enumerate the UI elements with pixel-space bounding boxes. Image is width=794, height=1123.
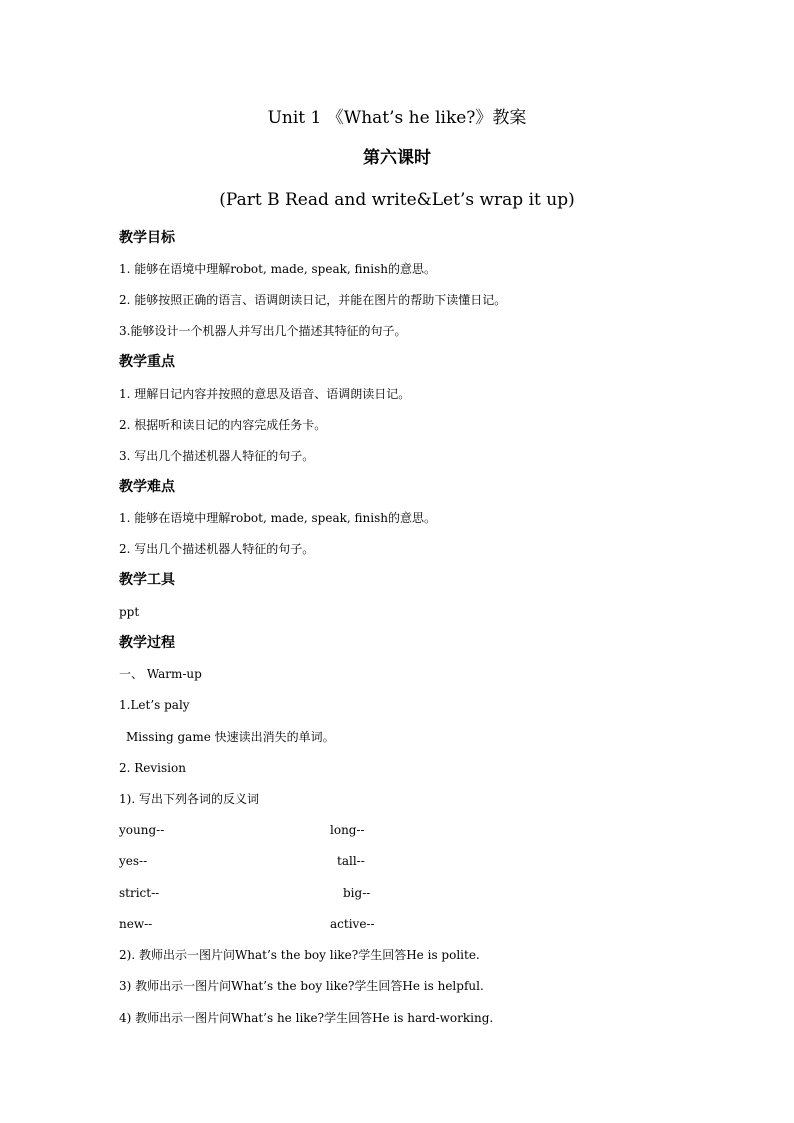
warmup-step: 一、 Warm-up xyxy=(119,667,202,681)
antonym-right: long-- xyxy=(330,823,365,837)
antonym-left: young-- xyxy=(119,823,165,837)
objective-item: 2. 能够按照正确的语言、语调朗读日记，并能在图片的帮助下读懂日记。 xyxy=(119,293,507,307)
document-title: Unit 1 《What’s he like?》教案 xyxy=(267,108,527,128)
antonym-right: big-- xyxy=(343,886,371,900)
difficulty-item: 2. 写出几个描述机器人特征的句子。 xyxy=(119,542,315,556)
lets-play-step: 1.Let’s paly xyxy=(119,698,190,712)
objective-item: 1. 能够在语境中理解robot, made, speak, finish的意思。 xyxy=(119,262,436,276)
antonym-task: 1). 写出下列各词的反义词 xyxy=(119,792,259,806)
tools-text: ppt xyxy=(119,605,140,619)
part-title: (Part B Read and write&Let’s wrap it up) xyxy=(219,190,575,210)
antonym-left: strict-- xyxy=(119,886,160,900)
missing-game-step: Missing game 快速读出消失的单词。 xyxy=(126,730,335,744)
process-heading: 教学过程 xyxy=(119,635,175,651)
objectives-heading: 教学目标 xyxy=(119,230,175,246)
key-point-item: 1. 理解日记内容并按照的意思及语音、语调朗读日记。 xyxy=(119,387,411,401)
key-points-heading: 教学重点 xyxy=(119,354,175,370)
antonym-right: tall-- xyxy=(337,854,365,868)
difficulties-heading: 教学难点 xyxy=(119,479,175,495)
antonym-left: new-- xyxy=(119,917,153,931)
antonym-right: active-- xyxy=(330,917,375,931)
objective-item: 3.能够设计一个机器人并写出几个描述其特征的句子。 xyxy=(119,324,407,338)
antonym-left: yes-- xyxy=(119,854,148,868)
key-point-item: 3. 写出几个描述机器人特征的句子。 xyxy=(119,449,315,463)
key-point-item: 2. 根据听和读日记的内容完成任务卡。 xyxy=(119,418,327,432)
question-step: 3) 教师出示一图片问What’s the boy like?学生回答He is helpful. xyxy=(119,979,484,993)
question-step: 4) 教师出示一图片问What’s he like?学生回答He is hard-working. xyxy=(119,1011,494,1025)
revision-step: 2. Revision xyxy=(119,761,186,775)
difficulty-item: 1. 能够在语境中理解robot, made, speak, finish的意思。 xyxy=(119,511,436,525)
question-step: 2). 教师出示一图片问What’s the boy like?学生回答He is polite. xyxy=(119,948,480,962)
lesson-title: 第六课时 xyxy=(363,148,431,168)
tools-heading: 教学工具 xyxy=(119,572,175,588)
